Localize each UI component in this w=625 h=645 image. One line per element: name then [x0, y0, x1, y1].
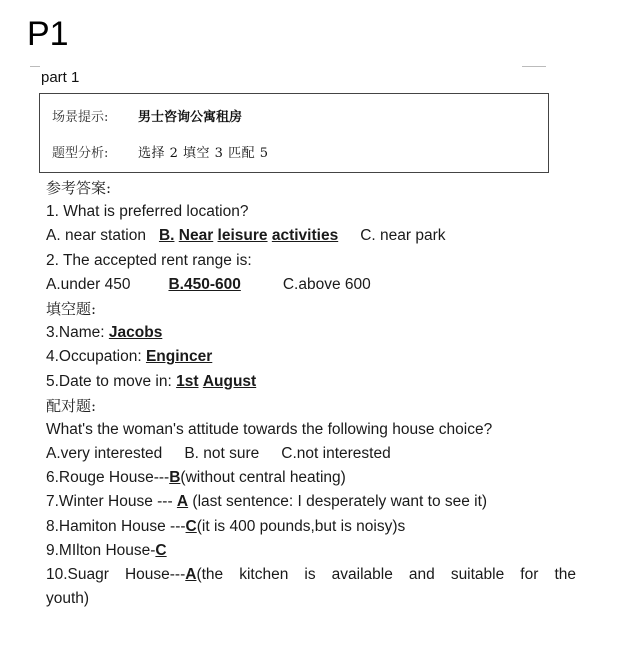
q6-line [46, 466, 576, 490]
q1-options [46, 224, 576, 248]
q1-option-c: C. near park [360, 227, 446, 245]
q4-line [46, 345, 576, 369]
q8-answer: C [185, 517, 197, 535]
q10-note-word-6: suitable [450, 566, 505, 583]
q10-answer-group [125, 563, 223, 587]
q7-prefix: 7.Winter House --- [46, 493, 177, 511]
match-option-a: A.very interested [46, 445, 163, 463]
q10-note-word-3: is [304, 566, 316, 583]
q1-option-b-word-3: activities [271, 227, 339, 245]
scene-hint-row [52, 106, 242, 125]
q5-line [46, 370, 576, 394]
q1-option-b-word-2: leisure [217, 227, 268, 245]
q5-answer-2: August [202, 372, 257, 390]
match-heading: 配对题: [46, 396, 97, 415]
q8-note: (it is 400 pounds,but is noisy)s [196, 517, 406, 535]
q3-line [46, 321, 576, 345]
answer-content [46, 176, 576, 611]
part-label: part 1 [41, 69, 80, 86]
q9-answer: C [155, 541, 167, 559]
q6-prefix: 6.Rouge House--- [46, 469, 170, 487]
q7-line [46, 490, 576, 514]
q5-label: 5.Date to move in: [46, 372, 177, 390]
q9-line [46, 539, 576, 563]
q10-line [46, 563, 576, 587]
question-type-row [52, 142, 268, 161]
q6-note: (without central heating) [180, 469, 346, 487]
q8-prefix: 8.Hamiton House --- [46, 517, 186, 535]
q10-note-word-8: the [554, 566, 576, 583]
scene-value: 男士咨询公寓租房 [138, 110, 243, 125]
q2-option-b: B.450-600 [168, 275, 241, 293]
answers-heading: 参考答案: [46, 179, 112, 197]
match-option-c: C.not interested [281, 445, 391, 463]
question-type-value: 选择 2 填空 3 匹配 5 [138, 146, 269, 161]
q9-prefix: 9.MIlton House- [46, 541, 156, 559]
match-question: What's the woman's attitude towards the following house choice? [46, 420, 493, 438]
q6-answer: B [169, 469, 181, 487]
scene-label: 场景提示: [52, 110, 109, 125]
match-option-b: B. not sure [184, 445, 260, 463]
q4-answer: Engincer [145, 348, 213, 366]
page-heading: P1 [27, 15, 69, 53]
q2-option-c: C.above 600 [282, 275, 371, 293]
q2-question: 2. The accepted rent range is: [46, 251, 252, 269]
q10-mid: House--- [124, 566, 186, 583]
q10-note-word-2: kitchen [239, 566, 289, 583]
q1-option-b-letter: B. [158, 227, 175, 245]
q10-continuation: youth) [46, 590, 90, 608]
q1-option-b-word-1: Near [178, 227, 214, 245]
q10-note-word-1: (the [196, 566, 224, 583]
q10-answer: A [185, 566, 197, 583]
q7-note: (last sentence: I desperately want to see it) [188, 493, 488, 511]
q1-option-a: A. near station [46, 227, 146, 245]
match-options [46, 442, 576, 466]
q1-question: 1. What is preferred location? [46, 203, 249, 221]
q10-prefix: 10.Suagr [46, 566, 109, 583]
fill-heading: 填空题: [46, 299, 97, 318]
q10-note-word-7: for [520, 566, 539, 583]
q2-options [46, 273, 576, 297]
q3-label: 3.Name: [46, 324, 109, 342]
crop-mark-left [30, 66, 40, 67]
question-type-label: 题型分析: [52, 146, 109, 161]
q10-note-word-4: available [331, 566, 393, 583]
crop-mark-right [522, 66, 546, 67]
q8-line [46, 515, 576, 539]
q7-answer: A [176, 493, 189, 511]
q10-note-word-5: and [408, 566, 435, 583]
q4-label: 4.Occupation: [46, 348, 146, 366]
q5-answer-1: 1st [176, 372, 199, 390]
hint-box [39, 93, 549, 173]
q3-answer: Jacobs [108, 324, 163, 342]
q2-option-a: A.under 450 [46, 275, 131, 293]
